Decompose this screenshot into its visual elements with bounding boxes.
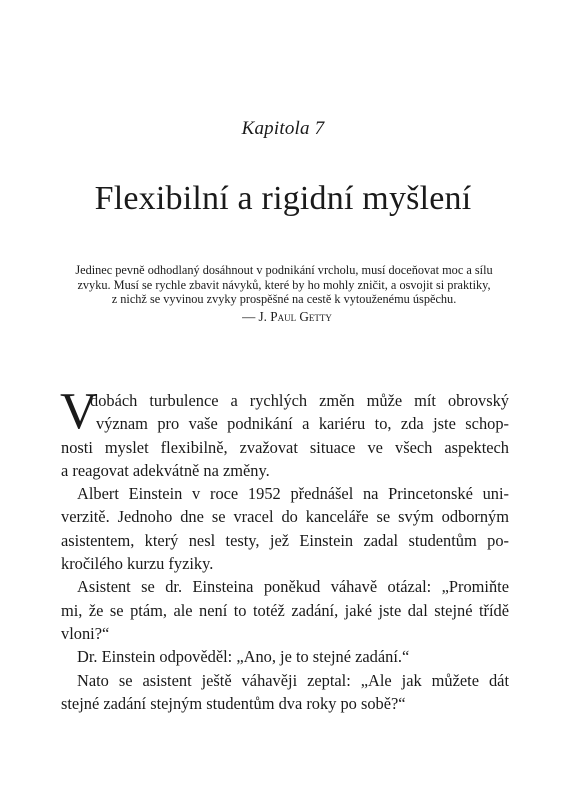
epigraph-line: z nichž se vyvinou zvyky prospěšné na cestě k vytouženému úspěchu. (111, 292, 457, 307)
text-line: Asistent se dr. Einsteina poněkud váhavě otázal: „Promiňte (77, 577, 509, 597)
text-line: a reagovat adekvátně na změny. (61, 460, 270, 480)
chapter-title: Flexibilní a rigidní myšlení (94, 180, 472, 217)
text-line: mi, že se ptám, ale není to totéž zadání, jaké jste dal stejné třídě (61, 600, 509, 620)
epigraph-line: zvyku. Musí se rychle zbavit návyků, které by ho mohly zničit, a osvojit si praktiky, (77, 277, 491, 292)
paragraph-5 (61, 669, 509, 716)
paragraph-4 (61, 645, 509, 668)
epigraph-line: Jedinec pevně odhodlaný dosáhnout v podnikání vrcholu, musí doceňovat moc a sílu (75, 263, 493, 277)
text-line: kročilého kurzu fyziky. (61, 554, 214, 574)
epigraph-author (72, 310, 496, 325)
text-line: vloni?“ (61, 623, 110, 643)
text-line: Nato se asistent ještě váhavěji zeptal: „Ale jak můžete dát (77, 670, 509, 690)
paragraph-1 (60, 383, 509, 482)
text-line: nosti myslet flexibilně, zvažovat situace ve všech aspektech (61, 437, 509, 457)
epigraph-author-text: — J. Paul Getty (242, 308, 332, 324)
text-line: význam pro vaše podnikání a kariéru to, zda jste schop- (96, 414, 509, 434)
drop-cap: V (60, 383, 98, 440)
text-line: stejné zadání stejným studentům dva roky po sobě?“ (61, 693, 406, 713)
paragraph-3 (61, 575, 509, 645)
text-line: asistentem, který nesl testy, jež Einstein zadal studentům po- (61, 530, 509, 550)
epigraph (72, 263, 496, 324)
text-line: dobách turbulence a rychlých změn může mít obrovský (90, 391, 509, 410)
body-text (60, 383, 509, 715)
text-line: Dr. Einstein odpověděl: „Ano, je to stejné zadání.“ (77, 647, 410, 667)
chapter-label: Kapitola 7 (241, 118, 325, 139)
paragraph-2 (61, 482, 509, 575)
text-line: verzitě. Jednoho dne se vracel do kanceláře se svým odborným (61, 507, 509, 527)
text-line: Albert Einstein v roce 1952 přednášel na Princetonské uni- (77, 484, 509, 504)
